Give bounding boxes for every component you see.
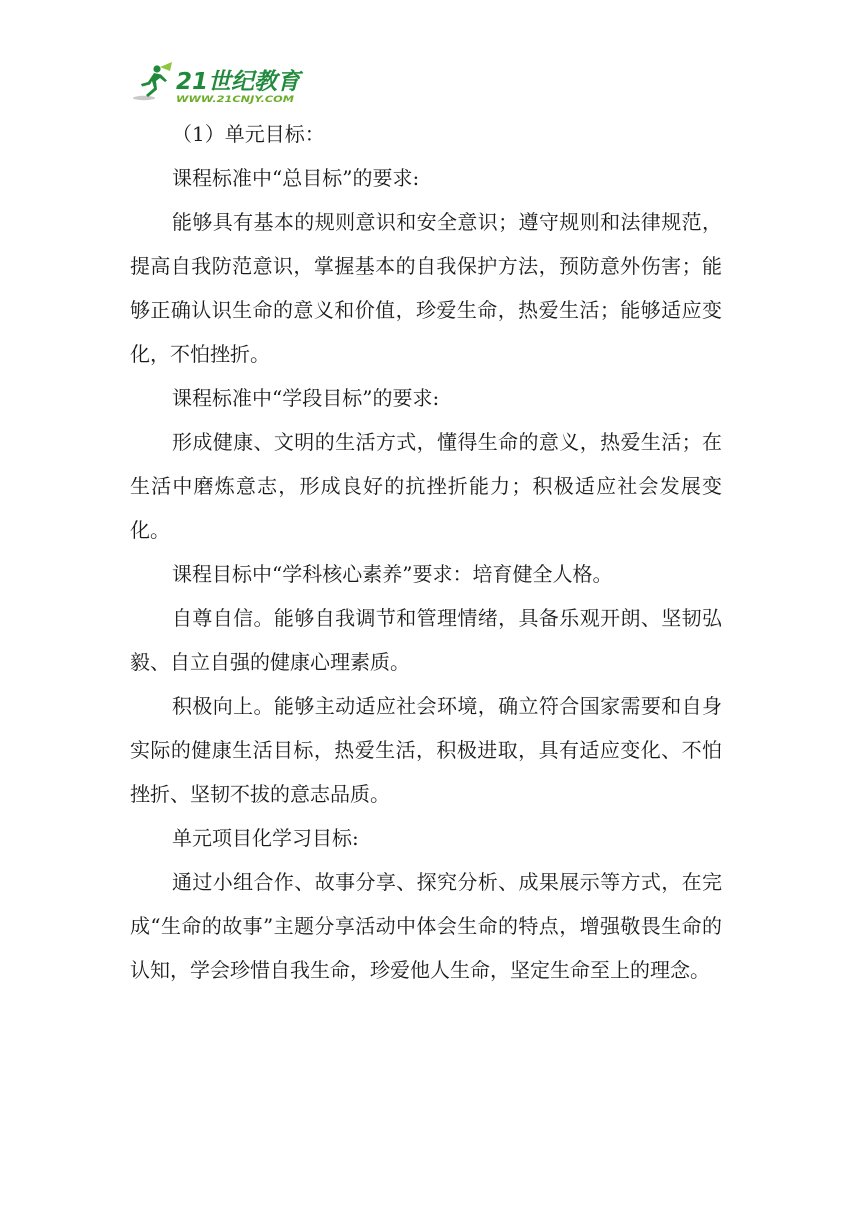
logo bbox=[132, 62, 304, 106]
paragraph: 通过小组合作、故事分享、探究分析、成果展示等方式，在完成“生命的故事”主题分享活动中体会生命的特点，增强敬畏生命的认知，学会珍惜自我生命，珍爱他人生命，坚定生命至上的理念。 bbox=[130, 870, 722, 982]
paragraph: 课程目标中“学科核心素养”要求：培育健全人格。 bbox=[172, 562, 613, 586]
paragraph: 积极向上。能够主动适应社会环境，确立符合国家需要和自身实际的健康生活目标，热爱生活，积极进取，具有适应变化、不怕挫折、坚韧不拔的意志品质。 bbox=[130, 694, 722, 806]
paragraph: 形成健康、文明的生活方式，懂得生命的意义，热爱生活；在生活中磨炼意志，形成良好的抗挫折能力；积极适应社会发展变化。 bbox=[130, 430, 722, 542]
runner-icon bbox=[133, 62, 172, 100]
paragraph: 能够具有基本的规则意识和安全意识；遵守规则和法律规范，提高自我防范意识，掌握基本的自我保护方法，预防意外伤害；能够正确认识生命的意义和价值，珍爱生命，热爱生活；能够适应变化，不怕挫折。 bbox=[130, 210, 722, 366]
document-body bbox=[130, 112, 722, 992]
logo-brand-text: 21世纪教育 bbox=[176, 69, 301, 95]
paragraph: 自尊自信。能够自我调节和管理情绪，具备乐观开朗、坚韧弘毅、自立自强的健康心理素质。 bbox=[130, 606, 722, 674]
paragraph: 课程标准中“总目标”的要求: bbox=[172, 166, 420, 190]
logo-url-text: WWW.21CNJY.COM bbox=[176, 95, 295, 105]
paragraph: 课程标准中“学段目标”的要求: bbox=[172, 386, 440, 410]
paragraph: 单元项目化学习目标: bbox=[172, 826, 359, 850]
section-heading: （1）单元目标： bbox=[172, 122, 325, 146]
